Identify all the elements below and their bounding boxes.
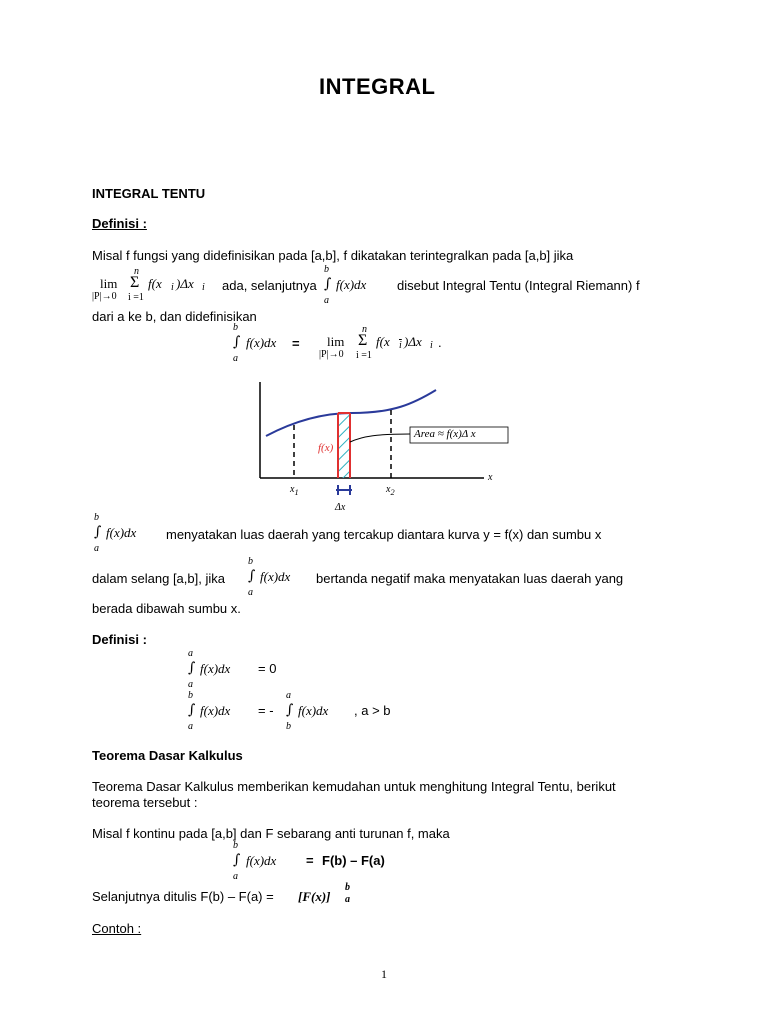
lower-limit: a [188, 721, 193, 732]
riemann-area-figure [248, 380, 528, 520]
delta-x-sub: i [202, 282, 205, 293]
bracket-expr: [F(x)] [298, 889, 331, 904]
area-label: Area ≈ f(x)Δ x [414, 428, 476, 440]
sum-upper-n: n [134, 266, 139, 277]
definition-text-ada: ada, selanjutnya [222, 278, 317, 293]
contoh-heading: Contoh : [92, 921, 142, 936]
integrand: f(x)dx [246, 853, 277, 868]
page-number: 1 [381, 967, 387, 981]
integral-b-to-a [284, 690, 354, 734]
paragraph-berada-text: berada dibawah sumbu x. [92, 601, 241, 616]
page-title: INTEGRAL [319, 74, 436, 99]
upper-limit: b [188, 690, 193, 701]
equals-sign: = [292, 336, 300, 351]
lower-limit: a [324, 295, 329, 306]
riemann-sum-formula [92, 266, 212, 306]
integral-a-to-a [186, 648, 256, 692]
upper-limit: a [286, 690, 291, 701]
definition-text-disebut: disebut Integral Tentu (Integral Riemann) f [397, 278, 640, 293]
upper-limit: b [94, 512, 99, 523]
upper-limit: b [248, 556, 253, 567]
upper-limit: b [233, 322, 238, 333]
delta-x-term: )Δx [176, 276, 194, 291]
lim-label: lim [100, 276, 118, 291]
paragraph-area-text: menyatakan luas daerah yang tercakup diantara kurva y = f(x) dan sumbu x [166, 527, 602, 542]
fxi-bar-term: f(x [376, 334, 390, 349]
x-axis-label: x [488, 472, 493, 483]
fxi-term: f(x [148, 276, 162, 291]
definite-integral-expr [322, 264, 392, 308]
x1-subscript: 1 [294, 488, 299, 497]
integral-symbol: ∫ [286, 702, 294, 718]
definite-integral-expr [246, 556, 316, 600]
fxi-sub: i [171, 282, 174, 293]
definition-text-line3: dari a ke b, dan didefinisikan [92, 309, 257, 324]
integral-symbol: ∫ [324, 276, 332, 292]
definition-heading: Definisi : [92, 216, 147, 231]
definition-formula [230, 322, 450, 368]
integrand: f(x)dx [336, 277, 367, 292]
integral-a-to-b [186, 690, 256, 734]
bracket-lower: a [345, 894, 350, 905]
x1-letter: x [290, 484, 295, 495]
integrand: f(x)dx [260, 569, 291, 584]
paragraph-dalam-text: dalam selang [a,b], jika [92, 571, 225, 586]
integrand: f(x)dx [200, 703, 231, 718]
upper-limit: b [233, 840, 238, 851]
eq2-mid: = - [258, 703, 274, 718]
eq2-condition: , a > b [354, 703, 391, 718]
sum-upper-n: n [362, 324, 367, 335]
tdk-text-line1: Teorema Dasar Kalkulus memberikan kemudahan untuk menghitung Integral Tentu, berikut [92, 779, 616, 794]
tdk-text-line3: Misal f kontinu pada [a,b] dan F sebarang anti turunan f, maka [92, 826, 450, 841]
integral-symbol: ∫ [94, 524, 102, 540]
lower-limit: a [248, 587, 253, 598]
definite-integral-expr [92, 512, 162, 556]
integral-symbol: ∫ [248, 568, 256, 584]
period: . [438, 335, 442, 350]
delta-x-sub: i [430, 340, 433, 351]
fxi-bar-sub: $\overline{i}$ [399, 340, 402, 351]
delta-x-term: )Δx [404, 334, 422, 349]
definition2-heading: Definisi : [92, 632, 147, 647]
section-heading-integral-tentu: INTEGRAL TENTU [92, 186, 206, 201]
x2-label [386, 484, 395, 497]
fx-label: f(x) [318, 442, 334, 454]
lower-limit: b [286, 721, 291, 732]
lower-limit: a [233, 353, 238, 364]
tdk-text-line4: Selanjutnya ditulis F(b) – F(a) = [92, 889, 274, 904]
integrand: f(x)dx [246, 335, 277, 350]
sum-index: i =1 [356, 350, 372, 361]
definition-text-line1: Misal f fungsi yang didefinisikan pada [a,b], f dikatakan terintegralkan pada [a,b] jika [92, 248, 574, 263]
bracket-upper: b [345, 882, 350, 893]
integral-symbol: ∫ [233, 334, 241, 350]
integrand: f(x)dx [298, 703, 329, 718]
upper-limit: b [324, 264, 329, 275]
norm-label: |P|→0 [319, 349, 344, 360]
x2-letter: x [386, 484, 391, 495]
dx-label: Δx [335, 502, 346, 513]
x2-subscript: 2 [390, 488, 395, 497]
area-leader [350, 434, 410, 442]
norm-label: |P|→0 [92, 291, 117, 302]
integrand: f(x)dx [200, 661, 231, 676]
lower-limit: a [233, 871, 238, 882]
hatched-strip [338, 414, 350, 478]
tdk-equals: = [306, 853, 314, 868]
evaluation-bracket [298, 882, 368, 912]
integral-symbol: ∫ [233, 852, 241, 868]
tdk-rhs: F(b) – F(a) [322, 853, 385, 868]
integral-symbol: ∫ [188, 660, 196, 676]
lower-limit: a [94, 543, 99, 554]
integrand: f(x)dx [106, 525, 137, 540]
lim-label: lim [327, 334, 345, 349]
sum-index: i =1 [128, 292, 144, 303]
x1-label [290, 484, 299, 497]
sigma-symbol: Σ [130, 274, 140, 291]
section-heading-tdk: Teorema Dasar Kalkulus [92, 748, 243, 763]
integral-symbol: ∫ [188, 702, 196, 718]
paragraph-bertanda-text: bertanda negatif maka menyatakan luas daerah yang [316, 571, 624, 586]
tdk-text-line2: teorema tersebut : [92, 795, 198, 810]
lower-limit: a [188, 679, 193, 690]
eq1-rhs: = 0 [258, 661, 277, 676]
tdk-integral [230, 840, 300, 884]
sigma-symbol: Σ [358, 332, 368, 349]
upper-limit: a [188, 648, 193, 659]
